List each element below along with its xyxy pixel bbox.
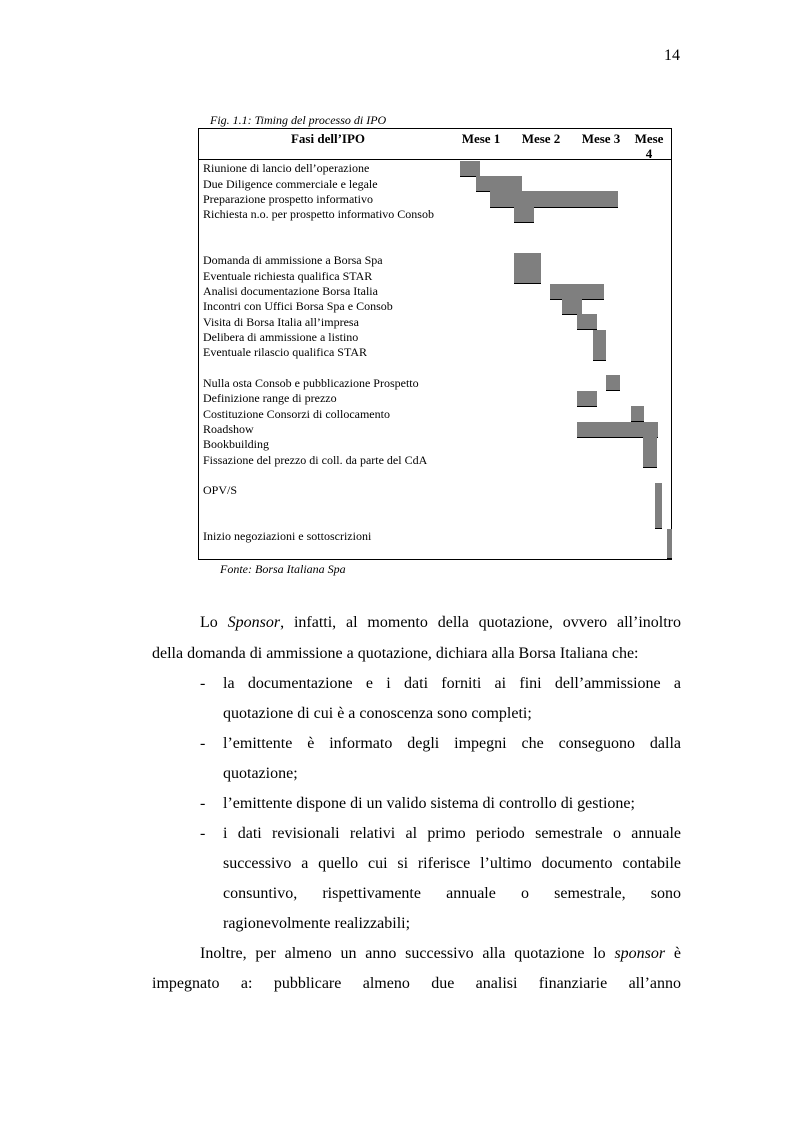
gantt-bar bbox=[655, 483, 662, 499]
bullet-dash: - bbox=[200, 675, 206, 692]
task-label: Costituzione Consorzi di collocamento bbox=[203, 407, 390, 421]
header-divider bbox=[198, 159, 672, 160]
gantt-bar bbox=[593, 330, 606, 346]
paragraph-line bbox=[200, 939, 681, 969]
sponsor-term: Sponsor bbox=[227, 614, 281, 631]
task-label: Domanda di ammissione a Borsa Spa bbox=[203, 253, 383, 267]
gantt-bar bbox=[667, 544, 672, 559]
task-label: Visita di Borsa Italia all’impresa bbox=[203, 315, 359, 329]
task-label: Riunione di lancio dell’operazione bbox=[203, 161, 370, 175]
task-label: Delibera di ammissione a listino bbox=[203, 330, 359, 344]
gantt-bar bbox=[593, 345, 606, 361]
bullet-line: quotazione di cui è a conoscenza sono completi; bbox=[223, 705, 532, 722]
header-month-2: Mese 2 bbox=[521, 131, 561, 146]
page-number: 14 bbox=[664, 47, 680, 64]
header-phase: Fasi dell’IPO bbox=[290, 131, 366, 146]
paragraph-line bbox=[200, 608, 681, 638]
bullet-dash: - bbox=[200, 825, 206, 842]
sponsor-term: sponsor bbox=[614, 945, 666, 962]
gantt-bar bbox=[550, 284, 604, 300]
text-run: Inoltre, per almeno un anno successivo alla quotazione lo bbox=[200, 945, 615, 962]
bullet-line: l’emittente è informato degli impegni che conseguono dalla bbox=[223, 735, 681, 752]
header-month-4: Mese 4 bbox=[634, 131, 664, 161]
bullet-line: quotazione; bbox=[223, 765, 298, 782]
task-label: Eventuale richiesta qualifica STAR bbox=[203, 269, 373, 283]
bullet-line: ragionevolmente realizzabili; bbox=[223, 915, 411, 932]
gantt-bar bbox=[643, 437, 657, 453]
text-run: è bbox=[665, 945, 682, 962]
task-label: Eventuale rilascio qualifica STAR bbox=[203, 345, 367, 359]
gantt-bar bbox=[514, 207, 534, 223]
gantt-bar bbox=[562, 299, 582, 315]
bullet-dash: - bbox=[200, 795, 206, 812]
task-label: Definizione range di prezzo bbox=[203, 391, 337, 405]
task-label: Preparazione prospetto informativo bbox=[203, 192, 373, 206]
bullet-line: successivo a quello cui si riferisce l’ultimo documento contabile bbox=[223, 855, 681, 872]
bullet-line: la documentazione e i dati forniti ai fini dell’ammissione a bbox=[223, 675, 681, 692]
text-run: , infatti, al momento della quotazione, ovvero all’inoltro bbox=[280, 614, 681, 631]
bullet-line: consuntivo, rispettivamente annuale o semestrale, sono bbox=[223, 885, 681, 902]
gantt-bar bbox=[667, 529, 672, 545]
task-label: Richiesta n.o. per prospetto informativo Consob bbox=[203, 207, 434, 221]
task-label: Fissazione del prezzo di coll. da parte del CdA bbox=[203, 453, 428, 467]
task-label: Inizio negoziazioni e sottoscrizioni bbox=[203, 529, 372, 543]
task-label: Due Diligence commerciale e legale bbox=[203, 177, 378, 191]
gantt-bar bbox=[514, 253, 541, 269]
bullet-line: l’emittente dispone di un valido sistema di controllo di gestione; bbox=[223, 795, 635, 812]
gantt-bar bbox=[577, 314, 597, 330]
figure-caption: Fig. 1.1: Timing del processo di IPO bbox=[210, 113, 387, 127]
task-label: Analisi documentazione Borsa Italia bbox=[203, 284, 378, 298]
gantt-bar bbox=[631, 406, 644, 422]
gantt-bar bbox=[490, 191, 618, 208]
gantt-bar bbox=[606, 375, 620, 391]
task-label: Bookbuilding bbox=[203, 437, 270, 451]
header-month-1: Mese 1 bbox=[461, 131, 501, 146]
gantt-bar bbox=[476, 176, 522, 192]
gantt-bar bbox=[460, 161, 480, 177]
task-label: Roadshow bbox=[203, 422, 254, 436]
task-label: OPV/S bbox=[203, 483, 238, 497]
task-label: Incontri con Uffici Borsa Spa e Consob bbox=[203, 299, 393, 313]
task-label: Nulla osta Consob e pubblicazione Prospetto bbox=[203, 376, 419, 390]
gantt-bar bbox=[643, 452, 657, 468]
text-run: Lo bbox=[200, 614, 228, 631]
gantt-bar bbox=[577, 391, 597, 407]
gantt-bar bbox=[655, 498, 662, 514]
gantt-table bbox=[198, 128, 672, 560]
gantt-bar bbox=[577, 422, 658, 438]
paragraph-line: della domanda di ammissione a quotazione, dichiara alla Borsa Italiana che: bbox=[152, 645, 639, 662]
gantt-bar bbox=[514, 268, 541, 284]
figure-source: Fonte: Borsa Italiana Spa bbox=[220, 562, 346, 576]
bullet-dash: - bbox=[200, 735, 206, 752]
paragraph-line: impegnato a: pubblicare almeno due analisi finanziarie all’anno bbox=[152, 975, 681, 992]
header-month-3: Mese 3 bbox=[581, 131, 621, 146]
gantt-bar bbox=[655, 513, 662, 529]
bullet-line: i dati revisionali relativi al primo periodo semestrale o annuale bbox=[223, 825, 681, 842]
